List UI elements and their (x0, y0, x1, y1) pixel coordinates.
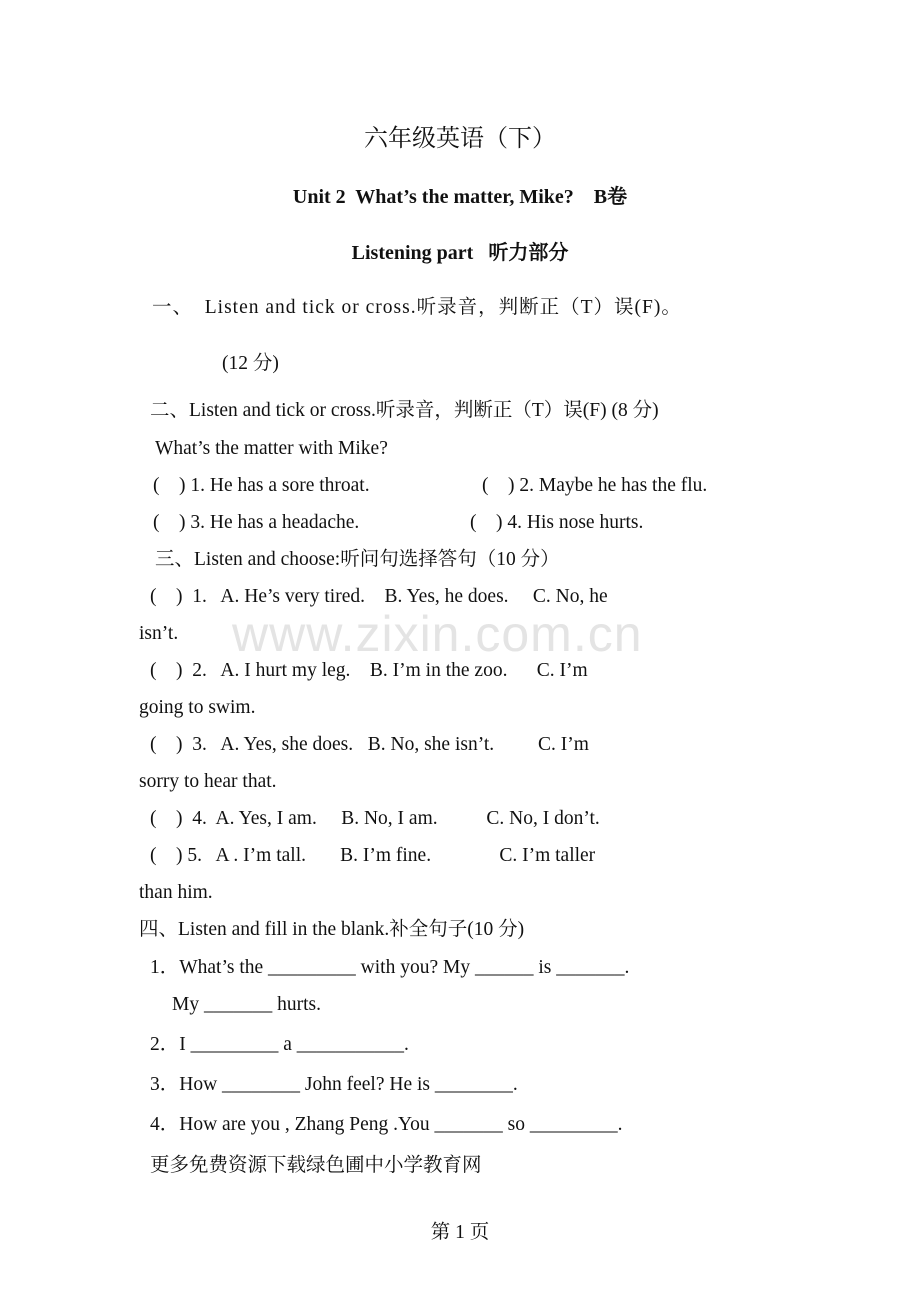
section2-heading: 二、Listen and tick or cross.听录音，判断正（T）误(F) (8 分) (150, 400, 659, 421)
watermark: www.zixin.com.cn (232, 606, 643, 662)
list-item: ( ) 1. He has a sore throat. (153, 475, 370, 496)
list-item: than him. (139, 882, 213, 903)
page-number: 第 1 页 (430, 1222, 490, 1243)
list-item: 2．I _________ a ___________. (150, 1034, 409, 1055)
list-item: 1．What’s the _________ with you? My ______ is _______. (150, 957, 630, 978)
list-item: ( ) 3. A. Yes, she does. B. No, she isn’t. C. I’m (150, 734, 589, 755)
unit-subtitle: Unit 2 What’s the matter, Mike? B卷 (292, 186, 628, 208)
footer-note: 更多免费资源下载绿色圃中小学教育网 (150, 1155, 482, 1176)
list-item: My _______ hurts. (172, 994, 321, 1015)
list-item: ( ) 4. A. Yes, I am. B. No, I am. C. No, I don’t. (150, 808, 600, 829)
list-item: ( ) 2. A. I hurt my leg. B. I’m in the zoo. C. I’m (150, 660, 588, 681)
list-item: going to swim. (139, 697, 256, 718)
list-item: ( ) 4. His nose hurts. (470, 512, 644, 533)
list-item: isn’t. (139, 623, 179, 644)
section1-score: (12 分) (222, 353, 279, 374)
section2-question: What’s the matter with Mike? (155, 438, 388, 459)
list-item: 4．How are you , Zhang Peng .You _______ so _________. (150, 1114, 623, 1135)
section4-heading: 四、Listen and fill in the blank.补全句子(10 分) (139, 919, 525, 940)
part-heading: Listening part 听力部分 (351, 242, 569, 264)
list-item: ( ) 5. A . I’m tall. B. I’m fine. C. I’m taller (150, 845, 596, 866)
section1-heading: 一、 Listen and tick or cross.听录音，判断正（T）误(F)。 (152, 297, 682, 318)
list-item: ( ) 2. Maybe he has the flu. (482, 475, 708, 496)
list-item: ( ) 1. A. He’s very tired. B. Yes, he does. C. No, he (150, 586, 608, 607)
list-item: ( ) 3. He has a headache. (153, 512, 360, 533)
page-title: 六年级英语（下） (364, 126, 556, 152)
section3-heading: 三、Listen and choose:听问句选择答句（10 分） (155, 549, 560, 570)
list-item: 3．How ________ John feel? He is ________. (150, 1074, 518, 1095)
list-item: sorry to hear that. (139, 771, 277, 792)
